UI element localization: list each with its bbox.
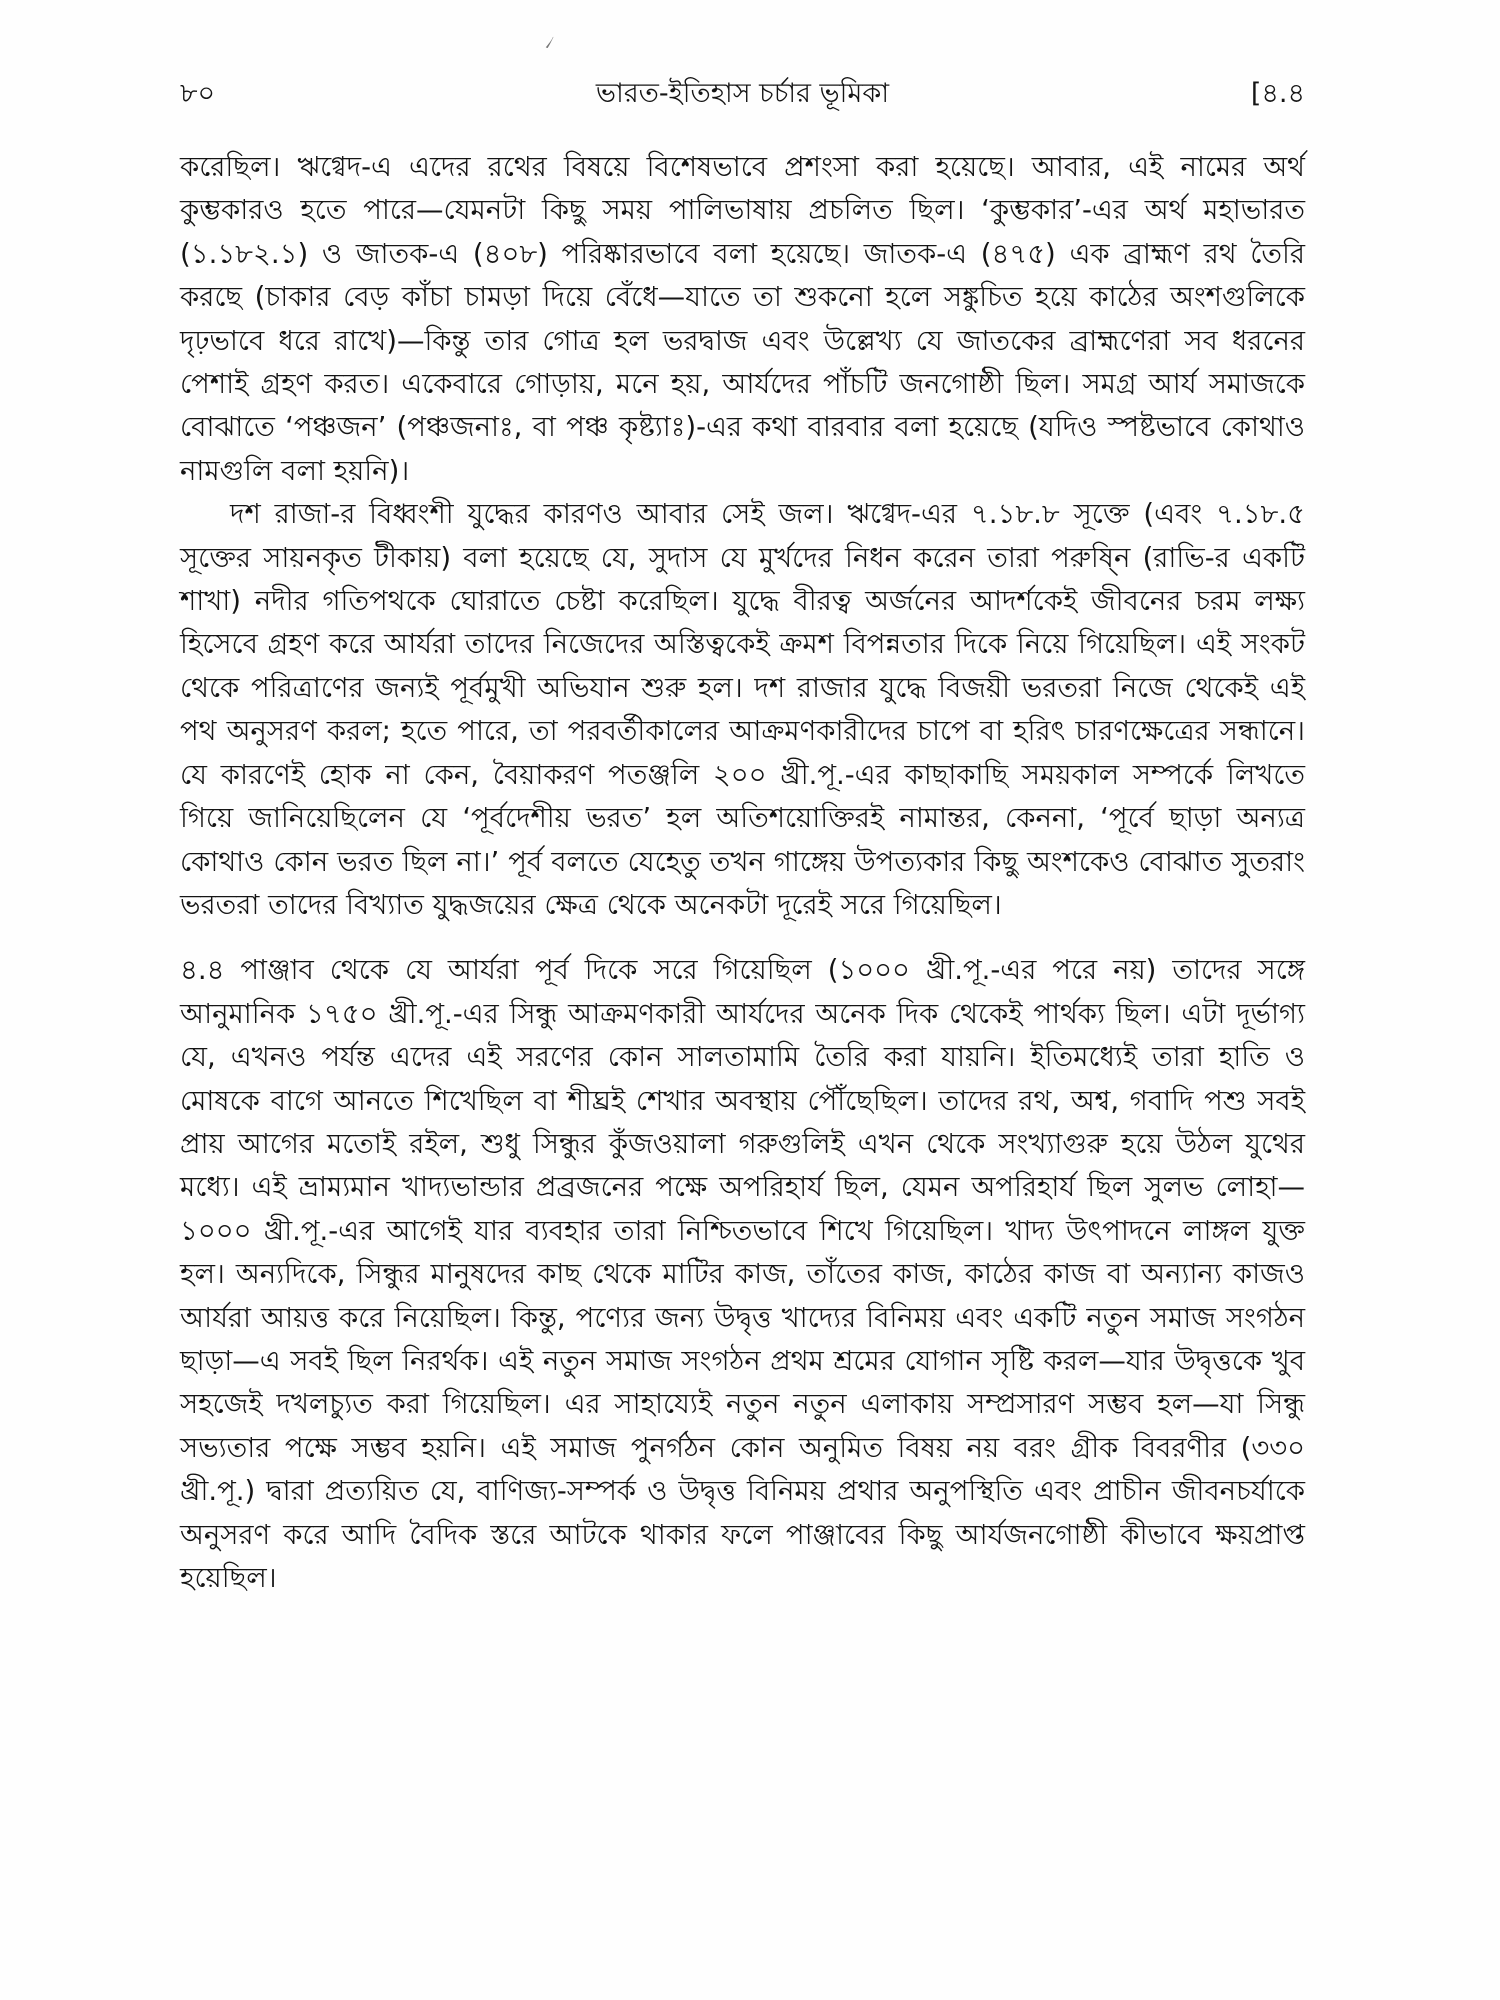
running-title: ভারত-ইতিহাস চর্চার ভূমিকা <box>595 78 890 109</box>
page-number: ৮০ <box>180 78 216 109</box>
body-text <box>180 146 1305 1600</box>
paragraph-3: ৪.৪ পাঞ্জাব থেকে যে আর্যরা পূর্ব দিকে সরে গিয়েছিল (১০০০ খ্রী.পূ.-এর পরে নয়) তাদের সঙ্গে আনুমানিক ১৭৫০ খ্রী.পূ.-এর সিন্ধু আক্রমণকারী আর্যদের অনেক দিক থেকেই পার্থক্য ছিল। এটা দূর্ভাগ্য যে, এখনও পর্যন্ত এদের এই সরণের কোন সালতামামি তৈরি করা যায়নি। ইতিমধ্যেই তারা হাতি ও মোষকে বাগে আনতে শিখেছিল বা শীঘ্রই শেখার অবস্থায় পৌঁছেছিল। তাদের রথ, অশ্ব, গবাদি পশু সবই প্রায় আগের মতোই রইল, শুধু সিন্ধুর কুঁজওয়ালা গরুগুলিই এখন থেকে সংখ্যাগুরু হয়ে উঠল যুথের মধ্যে। এই ভ্রাম্যমান খাদ্যভান্ডার প্রব্রজনের পক্ষে অপরিহার্য ছিল, যেমন অপরিহার্য ছিল সুলভ লোহা—১০০০ খ্রী.পূ.-এর আগেই যার ব্যবহার তারা নিশ্চিতভাবে শিখে গিয়েছিল। খাদ্য উৎপাদনে লাঙ্গল যুক্ত হল। অন্যদিকে, সিন্ধুর মানুষদের কাছ থেকে মাটির কাজ, তাঁতের কাজ, কাঠের কাজ বা অন্যান্য কাজও আর্যরা আয়ত্ত করে নিয়েছিল। কিন্তু, পণ্যের জন্য উদ্বৃত্ত খাদ্যের বিনিময় এবং একটি নতুন সমাজ সংগঠন ছাড়া—এ সবই ছিল নিরর্থক। এই নতুন সমাজ সংগঠন প্রথম শ্রমের যোগান সৃষ্টি করল—যার উদ্বৃত্তকে খুব সহজেই দখলচ্যুত করা গিয়েছিল। এর সাহায্যেই নতুন নতুন এলাকায় সম্প্রসারণ সম্ভব হল—যা সিন্ধু সভ্যতার পক্ষে সম্ভব হয়নি। এই সমাজ পুনর্গঠন কোন অনুমিত বিষয় নয় বরং গ্রীক বিবরণীর (৩৩০ খ্রী.পূ.) দ্বারা প্রত্যয়িত যে, বাণিজ্য-সম্পর্ক ও উদ্বৃত্ত বিনিময় প্রথার অনুপস্থিতি এবং প্রাচীন জীবনচর্যাকে অনুসরণ করে আদি বৈদিক স্তরে আটকে থাকার ফলে পাঞ্জাবের কিছু আর্যজনগোষ্ঠী কীভাবে ক্ষয়প্রাপ্ত হয়েছিল। <box>180 954 1305 1594</box>
section-reference: [৪.৪ <box>1250 78 1305 109</box>
paragraph-2: দশ রাজা-র বিধ্বংশী যুদ্ধের কারণও আবার সেই জল। ঋগ্বেদ-এর ৭.১৮.৮ সূক্তে (এবং ৭.১৮.৫ সূক্তের সায়নকৃত টীকায়) বলা হয়েছে যে, সুদাস যে মুর্খদের নিধন করেন তারা পরুষ্নি (রাভি-র একটি শাখা) নদীর গতিপথকে ঘোরাতে চেষ্টা করেছিল। যুদ্ধে বীরত্ব অর্জনের আদর্শকেই জীবনের চরম লক্ষ্য হিসেবে গ্রহণ করে আর্যরা তাদের নিজেদের অস্তিত্বকেই ক্রমশ বিপন্নতার দিকে নিয়ে গিয়েছিল। এই সংকট থেকে পরিত্রাণের জন্যই পূর্বমুখী অভিযান শুরু হল। দশ রাজার যুদ্ধে বিজয়ী ভরতরা নিজে থেকেই এই পথ অনুসরণ করল; হতে পারে, তা পরবর্তীকালের আক্রমণকারীদের চাপে বা হরিৎ চারণক্ষেত্রের সন্ধানে। যে কারণেই হোক না কেন, বৈয়াকরণ পতঞ্জলি ২০০ খ্রী.পূ.-এর কাছাকাছি সময়কাল সম্পর্কে লিখতে গিয়ে জানিয়েছিলেন যে ‘পূর্বদেশীয় ভরত’ হল অতিশয়োক্তিরই নামান্তর, কেননা, ‘পূর্বে ছাড়া অন্যত্র কোথাও কোন ভরত ছিল না।’ পূর্ব বলতে যেহেতু তখন গাঙ্গেয় উপত্যকার কিছু অংশকেও বোঝাত সুতরাং ভরতরা তাদের বিখ্যাত যুদ্ধজয়ের ক্ষেত্র থেকে অনেকটা দূরেই সরে গিয়েছিল। <box>180 498 1305 921</box>
scan-speck: ৴ <box>545 32 555 53</box>
page-header <box>180 72 1305 116</box>
paragraph-1: করেছিল। ঋগ্বেদ-এ এদের রথের বিষয়ে বিশেষভাবে প্রশংসা করা হয়েছে। আবার, এই নামের অর্থ কুম্ভকারও হতে পারে—যেমনটা কিছু সময় পালিভাষায় প্রচলিত ছিল। ‘কুম্ভকার’-এর অর্থ মহাভারত (১.১৮২.১) ও জাতক-এ (৪০৮) পরিষ্কারভাবে বলা হয়েছে। জাতক-এ (৪৭৫) এক ব্রাহ্মণ রথ তৈরি করছে (চাকার বেড় কাঁচা চামড়া দিয়ে বেঁধে—যাতে তা শুকনো হলে সঙ্কুচিত হয়ে কাঠের অংশগুলিকে দৃঢ়ভাবে ধরে রাখে)—কিন্তু তার গোত্র হল ভরদ্বাজ এবং উল্লেখ্য যে জাতকের ব্রাহ্মণেরা সব ধরনের পেশাই গ্রহণ করত। একেবারে গোড়ায়, মনে হয়, আর্যদের পাঁচটি জনগোষ্ঠী ছিল। সমগ্র আর্য সমাজকে বোঝাতে ‘পঞ্চজন’ (পঞ্চজনাঃ, বা পঞ্চ কৃষ্ট্যাঃ)-এর কথা বারবার বলা হয়েছে (যদিও স্পষ্টভাবে কোথাও নামগুলি বলা হয়নি)। <box>180 151 1305 487</box>
